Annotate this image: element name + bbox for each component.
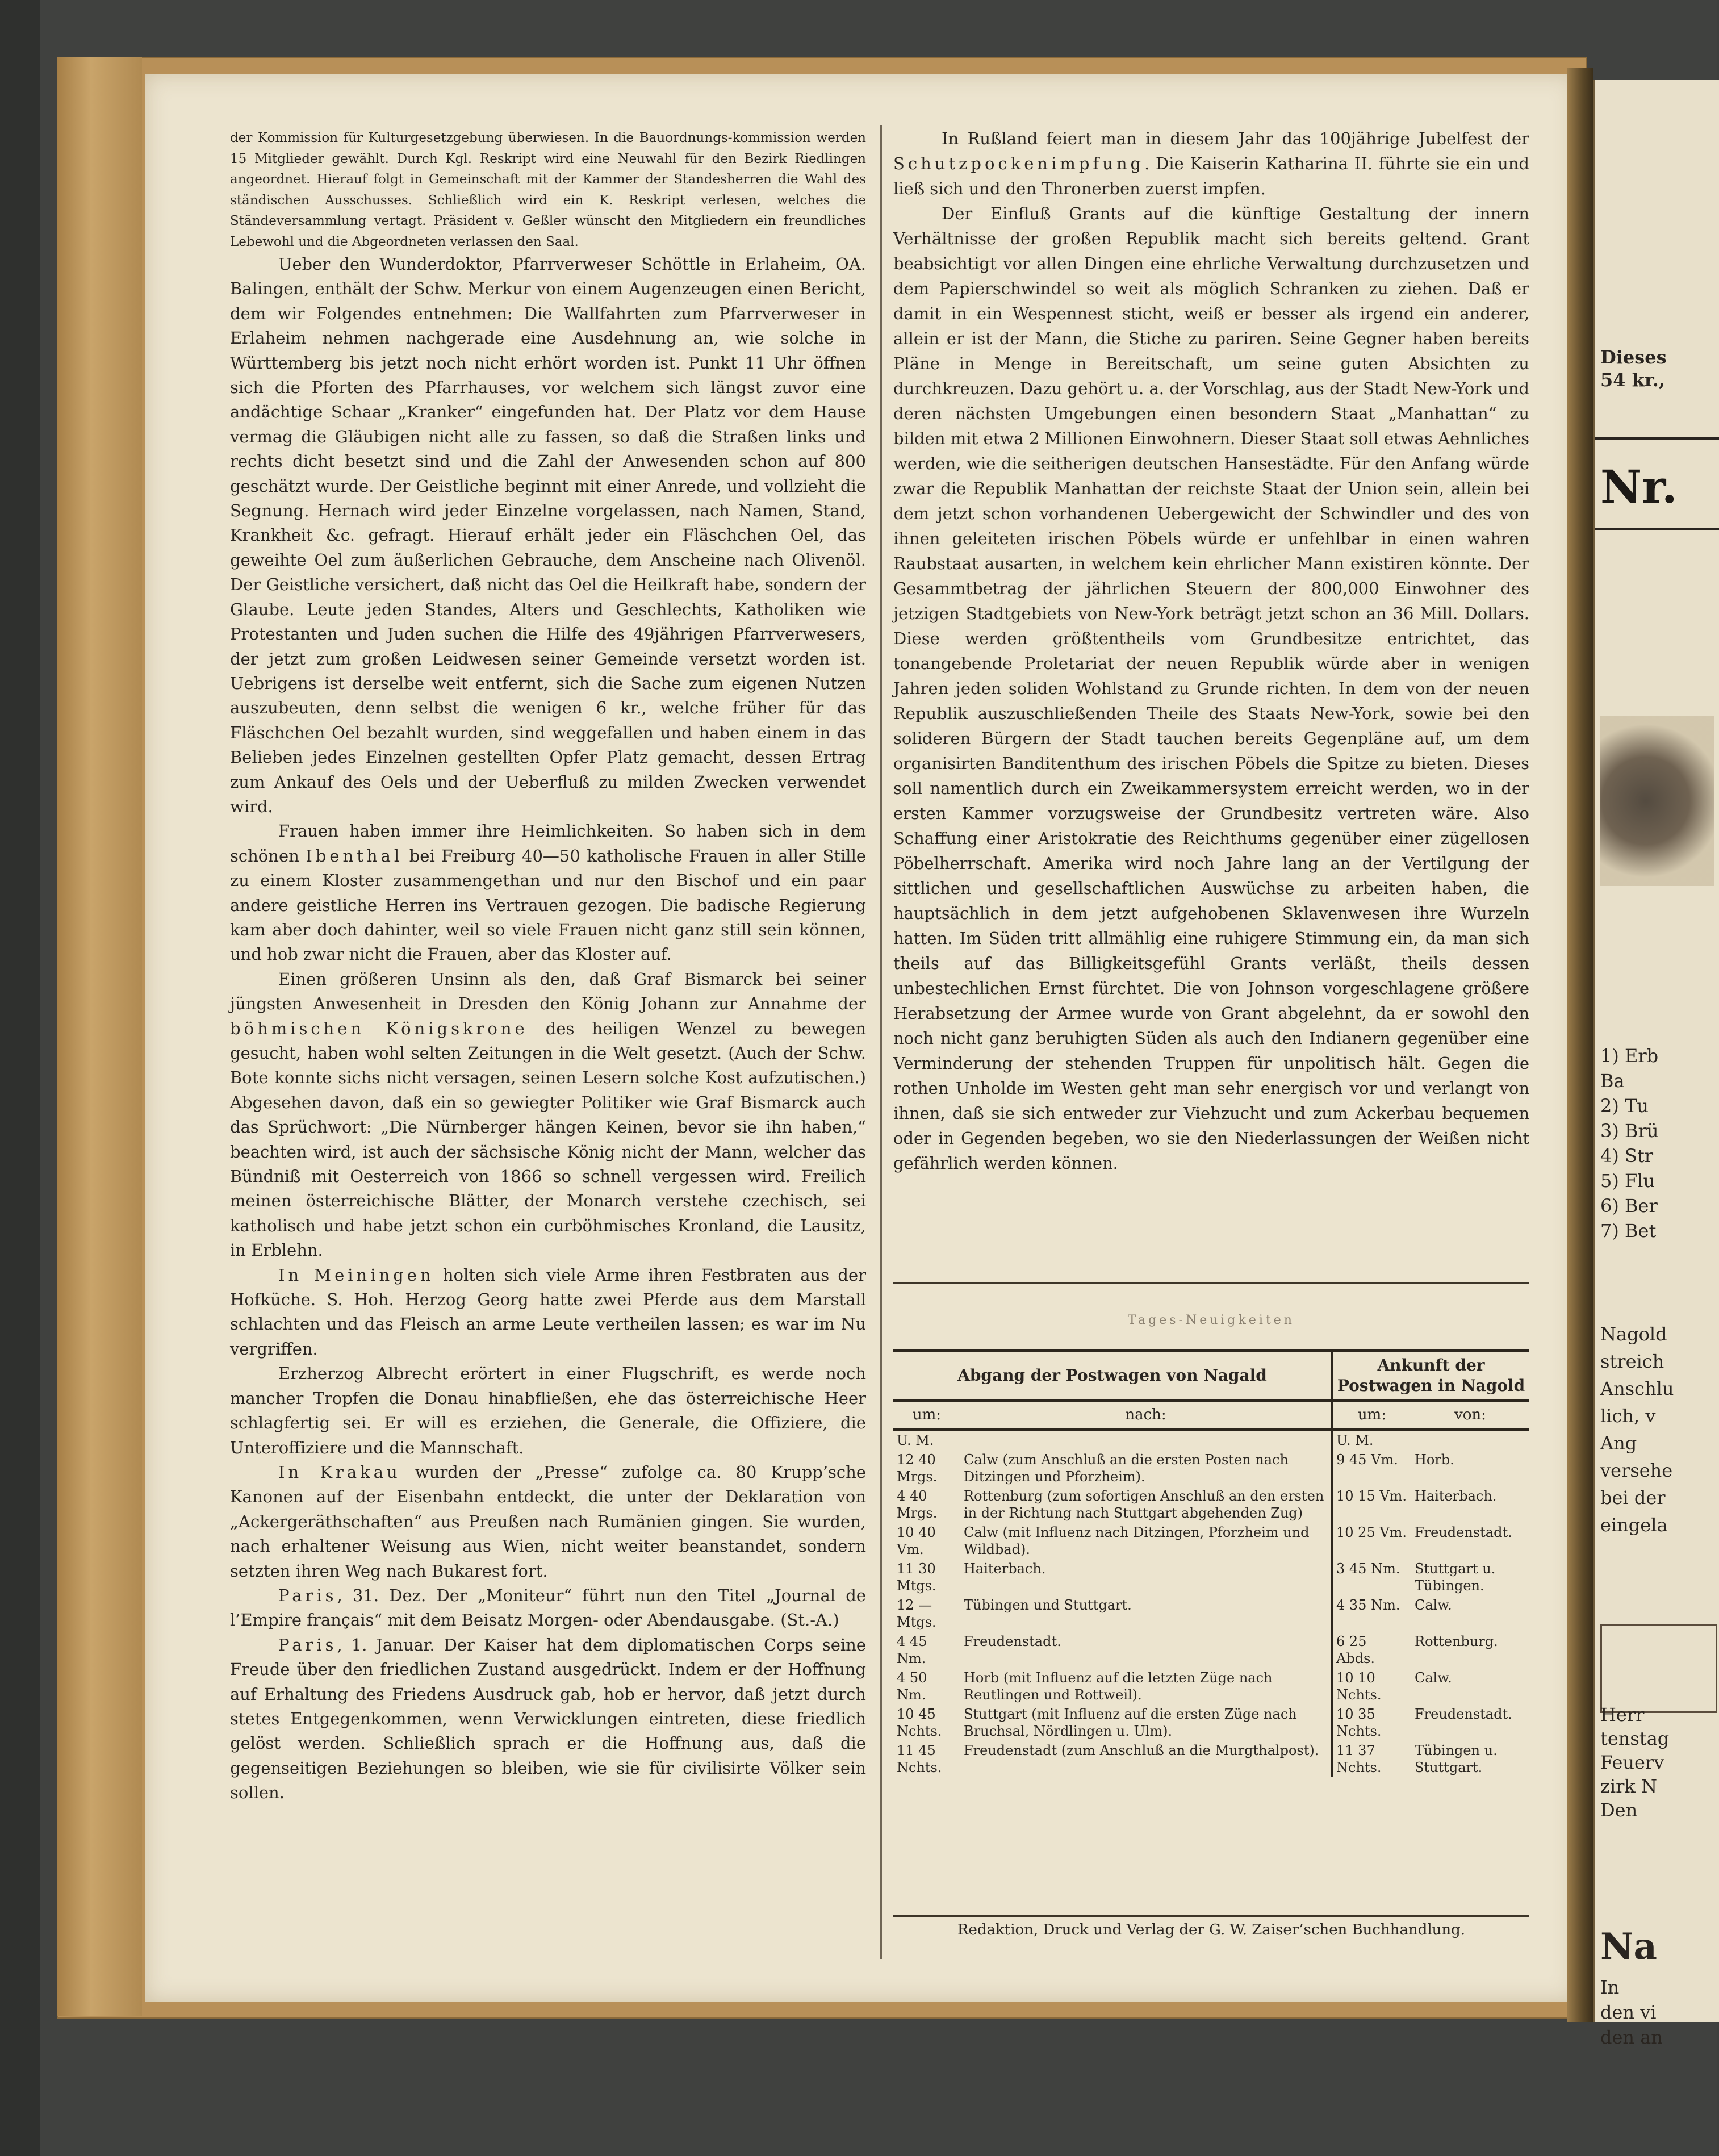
arrival-origin: Calw. <box>1415 1597 1452 1613</box>
departure-destination: Stuttgart (mit Influenz auf die ersten Züge nach Bruchsal, Nördlingen u. Ulm). <box>964 1706 1297 1739</box>
table-row <box>893 1704 1529 1741</box>
article-albrecht: Erzherzog Albrecht erörtert in einer Flugschrift, es werde noch mancher Tropfen die Donau hinabfließen, ehe das österreichische Heer schlagfertig sei. Er will es erziehen, die Generale, die Offiziere, die Unteroffiziere und die Mannschaft. <box>230 1364 866 1457</box>
table-row <box>893 1632 1529 1668</box>
footer-rule <box>893 1915 1529 1917</box>
departure-destination: Calw (mit Influenz nach Ditzingen, Pforzheim und Wildbad). <box>964 1524 1310 1557</box>
arrival-time: 3 45 Nm. <box>1332 1559 1412 1595</box>
intro-paragraph: der Kommission für Kulturgesetzgebung überwiesen. In die Bauordnungs-kommission werden 15 Mitglieder gewählt. Durch Kgl. Reskript wird eine Neuwahl für den Bezirk Riedlingen angeordnet. Hierauf folgt in Gemeinschaft mit der Kammer der Standesherren die Wahl des ständischen Ausschusses. Schließlich wird ein K. Reskript verlesen, welches die Ständeversammlung vertagt. Präsident v. Geßler wünscht den Mitgliedern ein freundliches Lebewohl und die Abgeordneten verlassen den Saal. <box>230 131 866 249</box>
col-um: um: <box>893 1401 960 1430</box>
article-paris-1 <box>230 1633 866 1806</box>
article-wunderdoktor: Ueber den Wunderdoktor, Pfarrverweser Schöttle in Erlaheim, OA. Balingen, enthält der Schw. Merkur von einem Augenzeugen einen Bericht, dem wir Folgendes entnehmen: Die Wallfahrten zum Pfarrverweser in Erlaheim nehmen nachgerade eine Ausdehnung an, wie solche in Württemberg bis jetzt noch nicht erhört worden ist. Punkt 11 Uhr öffnen sich die Pforten des Pfarrhauses, vor welchem sich längst zuvor eine andächtige Schaar „Kranker“ eingefunden hat. Der Platz vor dem Hause vermag die Gläubigen nicht alle zu fassen, so daß die Straßen links und rechts dicht besetzt sind und die Zahl der Anwesenden schon auf 800 geschätzt wurde. Der Geistliche beginnt mit einer Anrede, und vollzieht die Segnung. Hernach wird jeder Einzelne vorgelassen, nach Namen, Stand, Krankheit &c. gefragt. Hierauf erhält jeder ein Fläschchen Oel, das geweihte Oel zum äußerlichen Gebrauche, dem Anscheine nach Olivenöl. Der Geistliche versichert, daß nicht das Oel die Heilkraft habe, sondern der Glaube. Leute jeden Standes, Alters und Geschlechts, Katholiken wie Protestanten und Juden suchen die Hilfe des 49jährigen Pfarrverwesers, der jetzt zum großen Leidwesen seiner Gemeinde versetzt worden ist. Uebrigens ist derselbe weit entfernt, sich die Sache zum eigenen Nutzen auszubeuten, denn selbst die wenigen 6 kr., welche früher für das Fläschchen Oel bezahlt wurden, sind weggefallen und haben einem in das Belieben jedes Einzelnen gestellten Opfer Platz gemacht, dessen Ertrag zum Ankauf des Oels und der Ueberfluß zu milden Zwecken verwendet wird. <box>230 254 866 816</box>
arrival-origin: Freudenstadt. <box>1415 1706 1512 1722</box>
fragment-rule-1 <box>1595 437 1719 440</box>
article-grant: Der Einfluß Grants auf die künftige Gestaltung der innern Verhältnisse der großen Republik macht sich bereits geltend. Grant beabsichtigt vor allen Dingen eine ehrliche Verwaltung durchzusetzen und dem Papierschwindel so weit als möglich Schranken zu ziehen. Daß er damit in ein Wespennest sticht, weiß er besser als irgend ein anderer, allein er ist der Mann, die Stiche zu pariren. Seine Gegner haben bereits Pläne in Menge in Bereitschaft, um seine guten Absichten zu durchkreuzen. Dazu gehört u. a. der Vorschlag, aus der Stadt New-York und deren nächsten Umgebungen einen besondern Staat „Manhattan“ zu bilden mit etwa 2 Millionen Einwohnern. Dieser Staat soll etwas Aehnliches werden, wie die seitherigen deutschen Hansestädte. Für den Anfang würde zwar die Republik Manhattan der reichste Staat der Union sein, allein bei dem jetzt schon vorhandenen Uebergewicht der Schwindler und des von ihnen geleiteten irischen Pöbels würde er unfehlbar in einen wahren Raubstaat ausarten, in welchem kein ehrlicher Mann existiren könnte. Der Gesammtbetrag der jährlichen Steuern der 800,000 Einwohner des jetzigen Stadtgebiets von New-York beträgt jetzt schon an 36 Mill. Dollars. Diese werden größtentheils vom Grundbesitze entrichtet, das tonangebende Proletariat der neuen Republik würde aber in wenigen Jahren jeden soliden Wohlstand zu Grunde richten. In dem von der neuen Republik auszuschließenden Theile des Staats New-York, sowie bei den solideren Bürgern der Stadt tauchen bereits Gegenpläne auf, um dem organisirten Banditenthum des irischen Pöbels die Spitze zu bieten. Dieses soll namentlich durch ein Zweikammersystem erreicht werden, wo in der ersten Kammer vorzugsweise der Grundbesitz vertreten wäre. Also Schaffung einer Aristokratie des Reichthums gegenüber einer zügellosen Pöbelherrschaft. Amerika wird noch Jahre lang an der Vertilgung der sittlichen und gesellschaftlichen Auswüchse zu arbeiten haben, die hauptsächlich in dem jetzt aufgehobenen Sklavenwesen ihre Wurzeln hatten. Im Süden tritt allmählig eine ruhigere Stimmung ein, da man sich theils auf das Billigkeitsgefühl Grants verläßt, theils dessen unbestechlichen Ernst fürchtet. Die von Johnson vorgeschlagene größere Herabsetzung der Armee wurde von Grant abgelehnt, da er sowohl den noch nicht ganz beruhigten Süden als auch den Indianern gegenüber eine Verminderung der stehenden Truppen für unpolitisch hält. Gegen die rothen Unholde im Westen geht man sehr energisch vor und verlangt von ihnen, daß sie sich entweder zur Viehzucht und zum Ackerbau bequemen oder in Gegenden begeben, wo sie den Niederlassungen der Weißen nicht gefährlich werden können. <box>893 204 1529 1173</box>
departure-destination: Haiterbach. <box>964 1561 1046 1577</box>
source-note: (St.-A.) <box>780 1610 839 1630</box>
fragment-box <box>1600 1624 1717 1713</box>
arrival-time: 10 35 Nchts. <box>1332 1704 1412 1741</box>
departure-time: 12 — Mtgs. <box>897 1597 936 1630</box>
postwagen-table <box>893 1349 1529 1777</box>
arrival-time: 6 25 Abds. <box>1332 1632 1412 1668</box>
place-krakau: In Krakau <box>278 1462 401 1482</box>
fragment-list-item: Ba <box>1600 1070 1625 1092</box>
page-gutter <box>1567 68 1593 2022</box>
arrival-origin: Rottenburg. <box>1415 1633 1498 1649</box>
fragment-top-a: Dieses <box>1600 346 1667 368</box>
place-ibenthal: Ibenthal <box>306 846 403 866</box>
next-page-fragment <box>1593 80 1719 2048</box>
arrival-origin: Horb. <box>1415 1452 1454 1468</box>
col-nach: nach: <box>960 1401 1332 1430</box>
fragment-bottom-line: den an <box>1600 2027 1663 2048</box>
fragment-box-line: Den <box>1600 1799 1638 1821</box>
departure-time: 11 30 Mtgs. <box>897 1561 936 1594</box>
fragment-list-item: 5) Flu <box>1600 1170 1655 1192</box>
left-column <box>230 128 866 1806</box>
fragment-mid-line: streich <box>1600 1351 1664 1372</box>
bohemian-crown: böhmischen Königskrone <box>230 1018 528 1038</box>
arrival-origin: Freudenstadt. <box>1415 1524 1512 1540</box>
article-russland <box>893 126 1529 201</box>
book-spine <box>57 57 142 2016</box>
article-russland-lead: In Rußland feiert man in diesem Jahr das 100jährige Jubelfest der <box>942 129 1529 148</box>
arrival-origin: Calw. <box>1415 1670 1452 1686</box>
table-row <box>893 1486 1529 1523</box>
arrival-heading: Ankunft der Postwagen in Nagold <box>1332 1351 1530 1401</box>
fragment-top-b: 54 kr., <box>1600 369 1666 391</box>
fragment-list-item: 7) Bet <box>1600 1220 1657 1242</box>
arrival-time: 10 25 Vm. <box>1332 1523 1412 1559</box>
arrival-origin: Tübingen u. Stuttgart. <box>1415 1743 1498 1775</box>
fragment-list-item: 6) Ber <box>1600 1195 1658 1217</box>
place-paris-2: Paris <box>278 1635 337 1654</box>
article-frauen-rest: bei Freiburg 40—50 katholische Frauen in aller Stille zu einem Kloster zusammengethan und nur den Bischof und ein paar andere geistliche Herren ins Vertrauen gezogen. Die badische Regierung kam aber doch dahinter, weil so viele Frauen nicht ganz still sein können, und hob zwar nicht die Frauen, aber das Kloster auf. <box>230 846 867 964</box>
fragment-bottom-line: In <box>1600 1977 1620 1998</box>
right-column <box>893 126 1529 1176</box>
article-krakau-rest: wurden der „Presse“ zufolge ca. 80 Krupp’sche Kanonen auf der Eisenbahn entdeckt, die unter der Deklaration von „Ackergeräthschaften“ aus Preußen nach Rumänien gingen. Sie wurden, nach erhaltener Weisung aus Wien, nicht weiter beanstandet, sondern setzten ihren Weg nach Bukarest fort. <box>230 1462 866 1581</box>
vaccination-term: Schutzpockenimpfung <box>893 154 1145 173</box>
fragment-mid-line: Anschlu <box>1600 1378 1674 1399</box>
fragment-mid-line: Ang <box>1600 1432 1637 1454</box>
table-row <box>893 1741 1529 1777</box>
departure-heading: Abgang der Postwagen von Nagald <box>893 1351 1332 1401</box>
departure-destination: Tübingen und Stuttgart. <box>964 1597 1132 1613</box>
article-frauen <box>230 819 866 967</box>
table-row <box>893 1595 1529 1632</box>
arrival-time: 9 45 Vm. <box>1332 1450 1412 1486</box>
place-meiningen: In Meiningen <box>278 1265 434 1285</box>
col-um-2: um: <box>1332 1401 1412 1430</box>
departure-destination: Freudenstadt (zum Anschluß an die Murgthalpost). <box>964 1743 1319 1758</box>
col-von: von: <box>1411 1401 1529 1430</box>
departure-destination <box>960 1430 1332 1451</box>
fragment-mid-line: bei der <box>1600 1487 1666 1509</box>
departure-time: 10 45 Nchts. <box>897 1706 942 1739</box>
article-bismarck-rest: des heiligen Wenzel zu bewegen gesucht, haben wohl selten Zeitungen in die Welt gesetzt. (Auch der Schw. Bote konnte sichs nicht versagen, seinen Lesern solche Kost aufzutischen.) Abgesehen davon, daß ein so gewiegter Politiker wie Graf Bismarck auch das Sprüchwort: „Die Nürnberger hängen Keinen, bevor sie ihn haben,“ beachten wird, ist auch der sächsische König nicht der Mann, welcher das Bündniß mit Oesterreich von 1866 so schnell vergessen wird. Freilich meinen österreichische Blätter, der Monarch verstehe czechisch, sei katholisch und habe jetzt schon ein curböhmisches Kronland, die Lausitz, in Erblehn. <box>230 1018 866 1260</box>
article-meiningen-rest: holten sich viele Arme ihren Festbraten aus der Hofküche. S. Hoh. Herzog Georg hatte zwei Pferde aus dem Marstall schlachten und das Fleisch an arme Leute vertheilen lassen; es war im Nu vergriffen. <box>230 1265 866 1359</box>
departure-time: 12 40 Mrgs. <box>897 1452 938 1485</box>
fragment-list-item: 1) Erb <box>1600 1045 1659 1067</box>
departure-time: 11 45 Nchts. <box>897 1743 942 1775</box>
fragment-box-line: zirk N <box>1600 1775 1657 1797</box>
departure-time: 10 40 Vm. <box>897 1524 936 1557</box>
fragment-mid-line: versehe <box>1600 1460 1673 1481</box>
imprint: Redaktion, Druck und Verlag der G. W. Zaiser’schen Buchhandlung. <box>957 1921 1466 1938</box>
fragment-mid-line: lich, v <box>1600 1405 1656 1427</box>
article-paris-31-rest: , 31. Dez. Der „Moniteur“ führt nun den Titel „Journal de l’Empire français“ mit dem Beisatz Morgen- oder Abendausgabe. <box>230 1585 866 1630</box>
arrival-time: 11 37 Nchts. <box>1332 1741 1412 1777</box>
fragment-list-item: 3) Brü <box>1600 1120 1659 1142</box>
fragment-bottom-title: Na <box>1600 1925 1657 1968</box>
fragment-box-line: Herr <box>1600 1704 1645 1725</box>
fragment-box-line: tenstag <box>1600 1728 1670 1749</box>
engraving-illustration <box>1600 716 1714 886</box>
arrival-time: 10 10 Nchts. <box>1332 1668 1412 1704</box>
fragment-mid-line: eingela <box>1600 1514 1668 1536</box>
departure-time: 4 40 Mrgs. <box>897 1488 938 1521</box>
table-row <box>893 1668 1529 1704</box>
article-krakau <box>230 1460 866 1583</box>
departure-time: 4 45 Nm. <box>897 1633 927 1666</box>
fragment-bottom-line: den vi <box>1600 2002 1657 2023</box>
article-frauen-lead: Frauen haben immer ihre Heimlichkeiten. So haben sich in dem schönen <box>230 821 866 866</box>
table-row <box>893 1430 1529 1451</box>
departure-destination: Horb (mit Influenz auf die letzten Züge nach Reutlingen und Rottweil). <box>964 1670 1273 1703</box>
departure-destination: Rottenburg (zum sofortigen Anschluß an den ersten in der Richtung nach Stuttgart abgehenden Zug) <box>964 1488 1324 1521</box>
arrival-time: 10 15 Vm. <box>1332 1486 1412 1523</box>
arrival-origin: Stuttgart u. Tübingen. <box>1415 1561 1496 1594</box>
table-row <box>893 1450 1529 1486</box>
arrival-time: U. M. <box>1332 1430 1412 1451</box>
place-paris-1: Paris <box>278 1585 337 1605</box>
article-paris-1-rest: , 1. Januar. Der Kaiser hat dem diplomatischen Corps seine Freude über den friedlichen Zustand ausgedrückt. Indem er der Hoffnung auf Erhaltung des Friedens Ausdruck gab, hob er hervor, daß jetzt durch stetes Entgegenkommen, wenn Verwicklungen eintreten, diese friedlich gelöst werden. Schließlich sprach er die Hoffnung aus, daß die gegenseitigen Beziehungen so bleiben, wie sie für civilisirte Völker sein sollen. <box>230 1635 866 1803</box>
fragment-list-item: 2) Tu <box>1600 1095 1649 1117</box>
fragment-list-item: 4) Str <box>1600 1145 1654 1167</box>
arrival-origin <box>1411 1430 1529 1451</box>
fragment-rule-2 <box>1595 528 1719 530</box>
column-rule <box>880 125 882 1959</box>
article-bismarck <box>230 967 866 1263</box>
table-row <box>893 1523 1529 1559</box>
fragment-box-line: Feuerv <box>1600 1752 1664 1773</box>
article-bismarck-lead: Einen größeren Unsinn als den, daß Graf Bismarck bei seiner jüngsten Anwesenheit in Dresden den König Johann zur Annahme der <box>230 969 866 1014</box>
arrival-time: 4 35 Nm. <box>1332 1595 1412 1632</box>
article-paris-31 <box>230 1583 866 1633</box>
fragment-title: Nr. <box>1600 460 1678 513</box>
article-russland-rest: . Die Kaiserin Katharina II. führte sie ein und ließ sich und den Thronerben zuerst impfen. <box>893 154 1529 198</box>
departure-destination: Freudenstadt. <box>964 1633 1061 1649</box>
article-meiningen <box>230 1263 866 1362</box>
departure-time: U. M. <box>897 1432 934 1448</box>
board-edge <box>0 0 40 2156</box>
table-row <box>893 1559 1529 1595</box>
faint-section-header: Tages-Neuigkeiten <box>1128 1313 1295 1327</box>
departure-destination: Calw (zum Anschluß an die ersten Posten nach Ditzingen und Pforzheim). <box>964 1452 1289 1485</box>
departure-time: 4 50 Nm. <box>897 1670 927 1703</box>
section-rule <box>893 1282 1529 1284</box>
arrival-origin: Haiterbach. <box>1415 1488 1497 1504</box>
fragment-mid-line: Nagold <box>1600 1323 1667 1345</box>
